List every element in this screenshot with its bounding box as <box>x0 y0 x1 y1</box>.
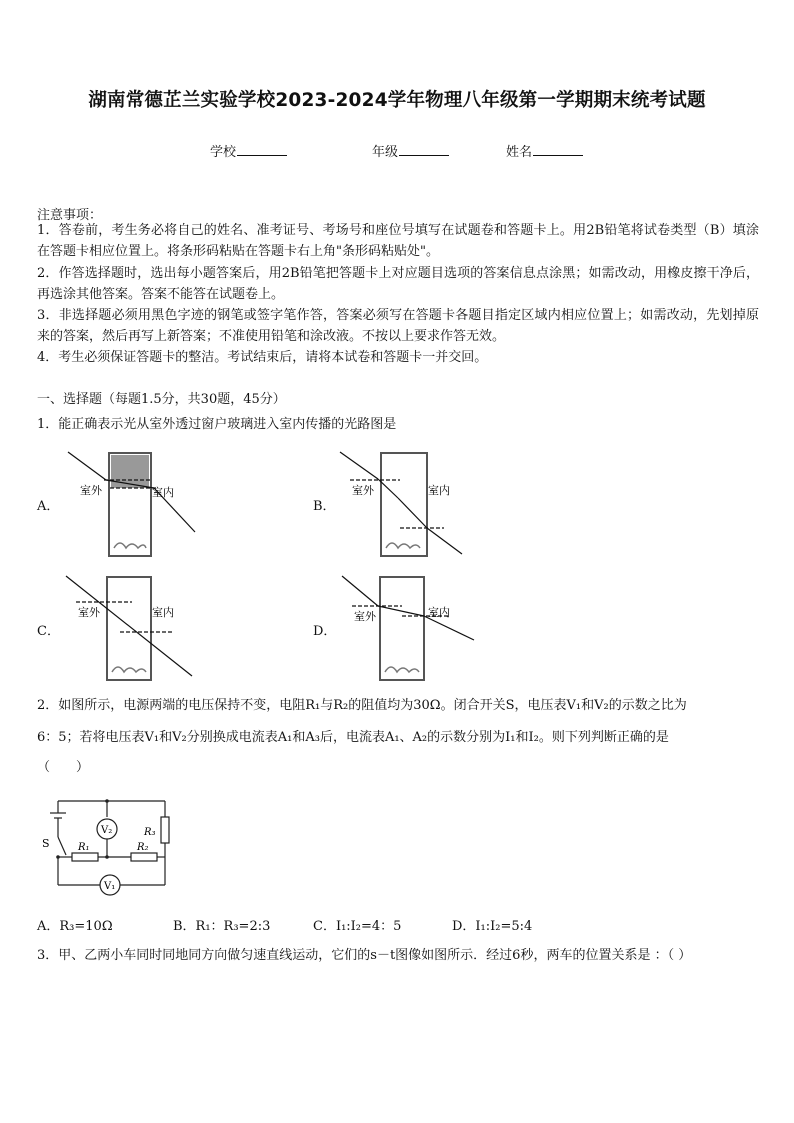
note-item: 2．作答选择题时，选出每小题答案后，用2B铅笔把答题卡上对应题目选项的答案信息点涂黑；如需改动，用橡皮擦干净后，再选涂其他答案。答案不能答在试题卷上。 <box>37 266 759 302</box>
notes-heading: 注意事项： <box>37 208 103 223</box>
q1-figure-b <box>336 448 476 560</box>
question-2-line-1: 2．如图所示，电源两端的电压保持不变，电阻R₁与R₂的阻值均为30Ω。闭合开关S，电压表V₁和V₂的示数之比为 <box>37 698 687 713</box>
question-1-stem: 1．能正确表示光从室外透过窗户玻璃进入室内传播的光路图是 <box>37 417 397 432</box>
q2-option-b: B．R₁：R₃=2:3 <box>173 919 271 934</box>
grade-label: 年级 <box>372 145 399 160</box>
q1-figure-a <box>62 448 202 560</box>
name-label: 姓名 <box>506 145 533 160</box>
school-label: 学校 <box>210 145 237 160</box>
inside-label: 室内 <box>152 486 174 499</box>
outside-label: 室外 <box>78 606 100 619</box>
section-heading: 一、选择题（每题1.5分，共30题，45分） <box>37 392 286 407</box>
name-field <box>506 141 583 160</box>
v1-label: V₁ <box>104 881 116 892</box>
page-title: 湖南常德芷兰实验学校2023-2024学年物理八年级第一学期期末统考试题 <box>88 90 706 111</box>
q1-option-d: D． <box>313 624 337 639</box>
q1-option-a: A． <box>37 499 60 514</box>
q1-option-c: C． <box>37 624 60 639</box>
q1-figure-d <box>338 572 478 684</box>
question-2-bracket: （ ） <box>37 760 90 775</box>
note-item: 4．考生必须保证答题卡的整洁。考试结束后，请将本试卷和答题卡一并交回。 <box>37 350 488 365</box>
outside-label: 室外 <box>352 484 374 497</box>
q1-option-b: B． <box>313 499 336 514</box>
inside-label: 室内 <box>428 606 450 619</box>
q2-circuit-diagram <box>40 795 180 903</box>
switch-label: S <box>42 837 50 850</box>
inside-label: 室内 <box>152 606 174 619</box>
outside-label: 室外 <box>354 610 376 623</box>
name-blank <box>533 143 583 156</box>
q2-option-c: C．I₁:I₂=4：5 <box>313 919 402 934</box>
inside-label: 室内 <box>428 484 450 497</box>
q2-option-a: A．R₃=10Ω <box>37 919 113 934</box>
r1-label: R₁ <box>78 842 90 853</box>
note-item: 1．答卷前，考生务必将自己的姓名、准考证号、考场号和座位号填写在试题卷和答题卡上。用2B铅笔将试卷类型（B）填涂在答题卡相应位置上。将条形码粘贴在答题卡右上角"条形码粘贴处"。 <box>37 223 759 259</box>
grade-blank <box>399 143 449 156</box>
question-3-stem: 3．甲、乙两小车同时同地同方向做匀速直线运动，它们的s－t图像如图所示．经过6秒，两车的位置关系是 ：（ ） <box>37 948 692 963</box>
q2-option-d: D．I₁:I₂=5:4 <box>452 919 533 934</box>
outside-label: 室外 <box>80 484 102 497</box>
v2-label: V₂ <box>101 825 113 836</box>
r2-label: R₂ <box>137 842 149 853</box>
question-2-line-2: 6：5；若将电压表V₁和V₂分别换成电流表A₁和A₃后，电流表A₁、A₂的示数分别为I₁和I₂。则下列判断正确的是 <box>37 730 669 745</box>
school-field <box>210 141 287 160</box>
r3-label: R₃ <box>144 827 156 838</box>
note-item: 3．非选择题必须用黑色字迹的钢笔或签字笔作答，答案必须写在答题卡各题目指定区域内相应位置上；如需改动，先划掉原来的答案，然后再写上新答案；不准使用铅笔和涂改液。不按以上要求作答无效。 <box>37 308 759 344</box>
grade-field <box>372 141 449 160</box>
school-blank <box>237 143 287 156</box>
q1-figure-c <box>62 572 202 684</box>
